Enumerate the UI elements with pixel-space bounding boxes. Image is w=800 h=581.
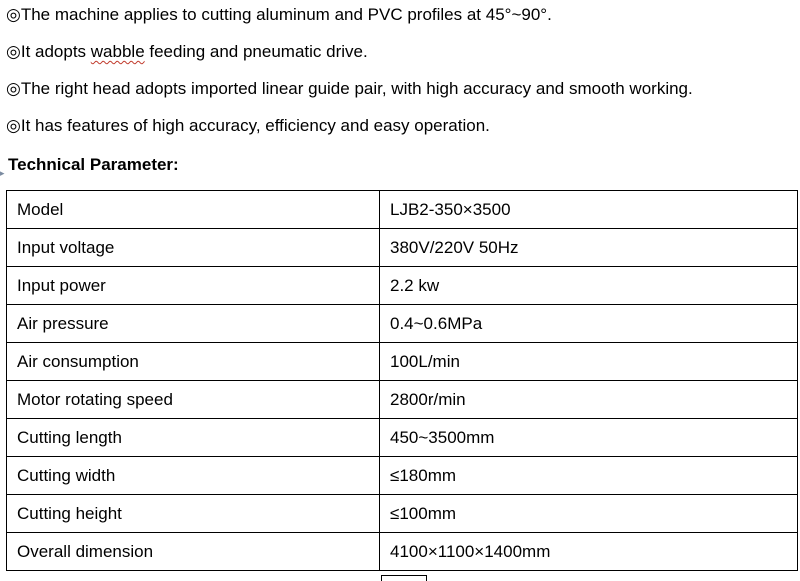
bullet-circle-icon: ◎: [6, 42, 21, 61]
param-label: Input voltage: [7, 229, 380, 267]
param-label: Cutting height: [7, 495, 380, 533]
feature-text-2-pre: It adopts: [20, 42, 91, 61]
bullet-circle-icon: ◎: [6, 5, 21, 24]
feature-line-1: [6, 5, 552, 25]
param-label: Air pressure: [7, 305, 380, 343]
param-label: Air consumption: [7, 343, 380, 381]
param-label: Motor rotating speed: [7, 381, 380, 419]
bullet-circle-icon: ◎: [6, 116, 21, 135]
param-label: Cutting width: [7, 457, 380, 495]
feature-line-4: [6, 116, 490, 136]
param-label: Input power: [7, 267, 380, 305]
param-value: ≤100mm: [380, 495, 798, 533]
paragraph-marker-icon: ▸: [0, 168, 5, 178]
param-value: 2.2 kw: [380, 267, 798, 305]
feature-line-3: [6, 79, 693, 99]
spellcheck-flagged-word: wabble: [90, 42, 145, 61]
table-row: [7, 533, 798, 571]
table-row: [7, 267, 798, 305]
param-label: Model: [7, 191, 380, 229]
bullet-circle-icon: ◎: [6, 79, 21, 98]
table-row: [7, 305, 798, 343]
table-row: [7, 457, 798, 495]
param-value: 450~3500mm: [380, 419, 798, 457]
param-value: LJB2-350×3500: [380, 191, 798, 229]
section-heading: Technical Parameter:: [8, 155, 179, 174]
table-row: [7, 419, 798, 457]
param-value: 2800r/min: [380, 381, 798, 419]
param-label: Overall dimension: [7, 533, 380, 571]
param-value: 100L/min: [380, 343, 798, 381]
param-value: 4100×1100×1400mm: [380, 533, 798, 571]
param-value: 0.4~0.6MPa: [380, 305, 798, 343]
table-row: [7, 381, 798, 419]
param-label: Cutting length: [7, 419, 380, 457]
feature-text-3: The right head adopts imported linear guide pair, with high accuracy and smooth working.: [20, 79, 693, 98]
table-row: [7, 343, 798, 381]
table-tail-cell: [381, 575, 427, 581]
table-row: [7, 229, 798, 267]
parameter-table: [6, 190, 798, 571]
table-row: [7, 495, 798, 533]
feature-text-1: The machine applies to cutting aluminum and PVC profiles at 45°~90°.: [20, 5, 552, 24]
feature-line-2: [6, 42, 368, 62]
feature-text-2-post: feeding and pneumatic drive.: [144, 42, 368, 61]
param-value: 380V/220V 50Hz: [380, 229, 798, 267]
param-value: ≤180mm: [380, 457, 798, 495]
feature-text-4: It has features of high accuracy, efficiency and easy operation.: [20, 116, 490, 135]
table-row: [7, 191, 798, 229]
